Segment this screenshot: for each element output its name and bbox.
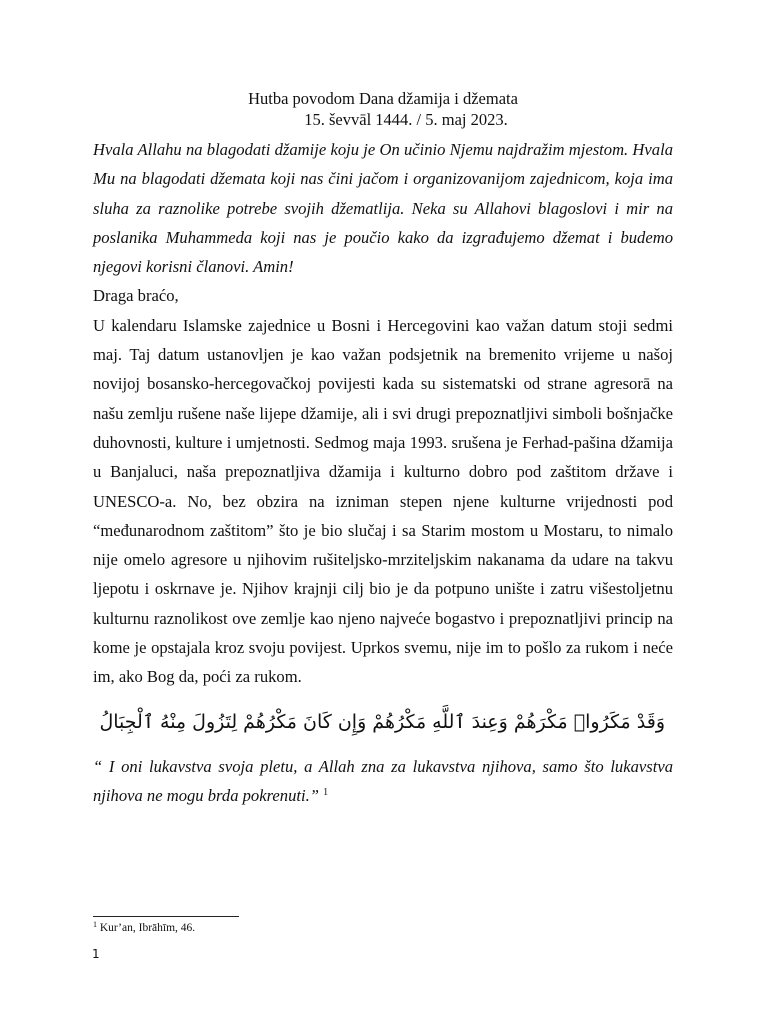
footnote-text: Kur’an, Ibrāhīm, 46. (99, 922, 196, 934)
main-body-paragraph: U kalendaru Islamske zajednice u Bosni i Hercegovini kao važan datum stoji sedmi maj. Taj datum ustanovljen je kao važan podsjetnik na bremenito vrijeme u našoj novijoj bosansko-hercegovačkoj povijesti kada su sistematski od strane agresorā na našu zemlju rušene naše lijepe džamije, ali i svi drugi prepoznatljivi simboli bošnjačke duhovnosti, kulture i umjetnosti. Sedmog maja 1993. srušena je Ferhad-pašina džamija u Banjaluci, naša prepoznatljiva džamija i kulturno dobro pod zaštitom države i UNESCO-a. No, bez obzira na izniman stepen njene kulturne vrijednosti pod “međunarodnom zaštitom” što je bio slučaj i sa Starim mostom u Mostaru, to nimalo nije omelo agresore u njihovim rušiteljsko-mrziteljskim nakanama da udare na takvu ljepotu i oskrnave je. Njihov krajnji cilj bio je da potpuno unište i zatru višestoljetnu kulturnu raznolikost ove zemlje kao njeno najveće bogastvo i prepoznatljivi princip na kome je opstajala kroz svoju povijest. Uprkos svemu, nije im to pošlo za rukom i neće im, ako Bog da, poći za rukom. (93, 315, 673, 687)
document-page (93, 88, 673, 810)
page-number: 1 (92, 947, 100, 961)
footnote (93, 921, 195, 935)
footnote-separator (93, 916, 239, 917)
greeting: Draga braćo, (93, 286, 179, 306)
title-line-2-date: 15. ševvāl 1444. / 5. maj 2023. (304, 110, 508, 129)
sermon-title (93, 88, 673, 130)
opening-praise-paragraph: Hvala Allahu na blagodati džamije koju je On učinio Njemu najdražim mjestom. Hvala Mu na blagodati džemata koji nas čini jačom i organizovanijom zajednicom, koja ima sluha za raznolike potrebe svojih džematlija. Neka su Allahovi blagoslovi i mir na poslanika Muhammeda koji nas je poučio kako da izgrađujemo džemat i budemo njegovi korisni članovi. Amin! (93, 140, 673, 277)
footnote-reference[interactable]: 1 (323, 786, 329, 798)
title-line-1: Hutba povodom Dana džamija i džemata (248, 89, 518, 108)
verse-translation (93, 752, 673, 811)
arabic-quran-verse: وَقَدْ مَكَرُوا۟ مَكْرَهُمْ وَعِندَ ٱللَّهِ مَكْرُهُمْ وَإِن كَانَ مَكْرُهُمْ لِتَزُولَ مِنْهُ ٱلْجِبَالُ (99, 710, 665, 733)
footnote-number: 1 (93, 920, 97, 929)
translation-text: “ I oni lukavstva svoja pletu, a Allah zna za lukavstva njihova, samo što lukavstva njihova ne mogu brda pokrenuti.” (93, 756, 673, 805)
